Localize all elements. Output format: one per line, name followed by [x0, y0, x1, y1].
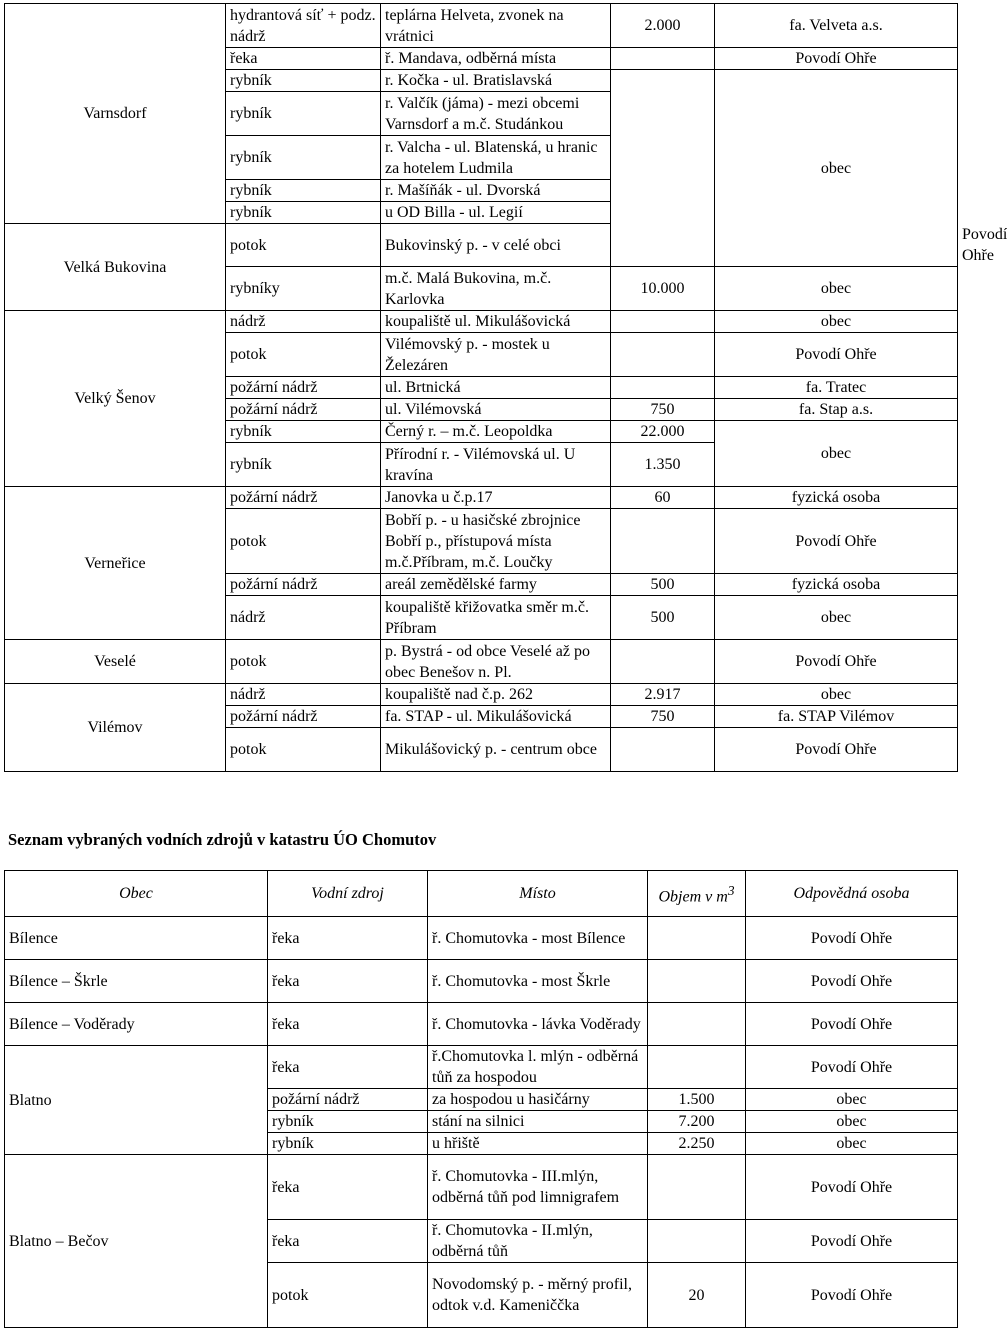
- zdroj-cell: řeka: [226, 48, 381, 70]
- obec-cell: Varnsdorf: [5, 4, 226, 224]
- misto-cell: za hospodou u hasičárny: [428, 1089, 648, 1111]
- misto-cell: Bobří p. - u hasičské zbrojnice Bobří p., přístupová místa m.č.Příbram, m.č. Loučky: [381, 509, 611, 574]
- table-header-row: [5, 871, 958, 917]
- zdroj-cell: nádrž: [226, 684, 381, 706]
- objem-cell: [648, 960, 746, 1003]
- zdroj-cell: rybník: [268, 1133, 428, 1155]
- obec-cell: Bílence: [5, 917, 268, 960]
- misto-cell: Přírodní r. - Vilémovská ul. U kravína: [381, 443, 611, 487]
- zdroj-cell: potok: [226, 640, 381, 684]
- osoba-cell: Povodí Ohře: [746, 1263, 958, 1328]
- zdroj-cell: rybník: [226, 136, 381, 180]
- osoba-cell: fyzická osoba: [715, 574, 958, 596]
- objem-cell: [648, 1003, 746, 1046]
- zdroj-cell: požární nádrž: [226, 487, 381, 509]
- osoba-cell: Povodí Ohře: [746, 917, 958, 960]
- obec-cell: Verneřice: [5, 487, 226, 640]
- misto-cell: ř. Chomutovka - lávka Voděrady: [428, 1003, 648, 1046]
- misto-cell: areál zemědělské farmy: [381, 574, 611, 596]
- misto-cell: r. Kočka - ul. Bratislavská: [381, 70, 611, 92]
- osoba-cell: fa. Tratec: [715, 377, 958, 399]
- zdroj-cell: rybník: [226, 180, 381, 202]
- zdroj-cell: potok: [226, 224, 381, 267]
- misto-cell: ř. Chomutovka - II.mlýn, odběrná tůň: [428, 1220, 648, 1263]
- table-row: [5, 640, 958, 684]
- misto-cell: Vilémovský p. - mostek u Železáren: [381, 333, 611, 377]
- section-heading: Seznam vybraných vodních zdrojů v katastru ÚO Chomutov: [8, 830, 437, 849]
- obec-cell: Bílence – Voděrady: [5, 1003, 268, 1046]
- misto-cell: koupaliště ul. Mikulášovická: [381, 311, 611, 333]
- osoba-cell: Povodí Ohře: [715, 728, 958, 772]
- zdroj-cell: požární nádrž: [226, 706, 381, 728]
- table-row: [5, 487, 958, 509]
- zdroj-cell: požární nádrž: [226, 574, 381, 596]
- zdroj-cell: řeka: [268, 960, 428, 1003]
- objem-cell: [648, 1155, 746, 1220]
- header-obec: Obec: [5, 871, 268, 917]
- zdroj-cell: nádrž: [226, 596, 381, 640]
- misto-cell: ul. Vilémovská: [381, 399, 611, 421]
- zdroj-cell: potok: [226, 728, 381, 772]
- osoba-cell: obec: [746, 1133, 958, 1155]
- obec-cell: Blatno: [5, 1046, 268, 1155]
- misto-cell: ř.Chomutovka l. mlýn - odběrná tůň za hospodou: [428, 1046, 648, 1089]
- misto-cell: u hřiště: [428, 1133, 648, 1155]
- zdroj-cell: nádrž: [226, 311, 381, 333]
- obec-cell: Velký Šenov: [5, 311, 226, 487]
- misto-cell: m.č. Malá Bukovina, m.č. Karlovka: [381, 267, 611, 311]
- osoba-cell: Povodí Ohře: [746, 1046, 958, 1089]
- misto-cell: koupaliště nad č.p. 262: [381, 684, 611, 706]
- misto-cell: r. Valčík (jáma) - mezi obcemi Varnsdorf a m.č. Studánkou: [381, 92, 611, 136]
- table-row: Velká Bukovina potok Bukovinský p. - v celé obci Povodí Ohře: [5, 224, 958, 267]
- objem-cell: [611, 311, 715, 333]
- misto-cell: Bukovinský p. - v celé obci: [381, 224, 611, 267]
- osoba-cell: fa. STAP Vilémov: [715, 706, 958, 728]
- osoba-cell: fa. Stap a.s.: [715, 399, 958, 421]
- objem-cell: [611, 640, 715, 684]
- header-objem: [648, 871, 746, 917]
- obec-cell: Blatno – Bečov: [5, 1155, 268, 1328]
- zdroj-cell: hydrantová síť + podz. nádrž: [226, 4, 381, 48]
- osoba-cell: obec: [746, 1111, 958, 1133]
- osoba-cell: Povodí Ohře: [746, 1220, 958, 1263]
- objem-cell: 22.000: [611, 421, 715, 443]
- objem-cell: [648, 1046, 746, 1089]
- header-objem-sup: 3: [727, 882, 735, 898]
- osoba-cell: Povodí Ohře: [746, 1003, 958, 1046]
- zdroj-cell: potok: [226, 509, 381, 574]
- misto-cell: u OD Billa - ul. Legií: [381, 202, 611, 224]
- osoba-cell: obec: [715, 684, 958, 706]
- water-sources-table-chomutov: [4, 870, 958, 1328]
- objem-cell: [648, 917, 746, 960]
- misto-cell: ul. Brtnická: [381, 377, 611, 399]
- osoba-cell: obec: [715, 596, 958, 640]
- zdroj-cell: požární nádrž: [226, 399, 381, 421]
- misto-cell: stání na silnici: [428, 1111, 648, 1133]
- zdroj-cell: rybník: [226, 443, 381, 487]
- objem-cell: 750: [611, 399, 715, 421]
- zdroj-cell: požární nádrž: [268, 1089, 428, 1111]
- osoba-cell: Povodí Ohře: [715, 333, 958, 377]
- objem-cell: 2.917: [611, 684, 715, 706]
- objem-cell: 750: [611, 706, 715, 728]
- objem-cell: [611, 377, 715, 399]
- misto-cell: Janovka u č.p.17: [381, 487, 611, 509]
- osoba-cell: Povodí Ohře: [746, 1155, 958, 1220]
- objem-cell: [611, 70, 715, 267]
- misto-cell: ř. Chomutovka - III.mlýn, odběrná tůň pod limnigrafem: [428, 1155, 648, 1220]
- misto-cell: Mikulášovický p. - centrum obce: [381, 728, 611, 772]
- header-objem-label: Objem v m: [658, 888, 728, 906]
- objem-cell: 60: [611, 487, 715, 509]
- osoba-cell: fyzická osoba: [715, 487, 958, 509]
- table-row: [5, 1046, 958, 1089]
- obec-cell: Velká Bukovina: [5, 224, 226, 311]
- objem-cell: [611, 728, 715, 772]
- zdroj-cell: rybník: [226, 92, 381, 136]
- osoba-cell: obec: [715, 70, 958, 267]
- misto-cell: Novodomský p. - měrný profil, odtok v.d. Kameniččka: [428, 1263, 648, 1328]
- osoba-cell: obec: [715, 311, 958, 333]
- water-sources-table-continued: [4, 3, 1007, 772]
- table-row: [5, 684, 958, 706]
- zdroj-cell: požární nádrž: [226, 377, 381, 399]
- zdroj-cell: rybníky: [226, 267, 381, 311]
- objem-cell: 2.250: [648, 1133, 746, 1155]
- obec-cell: Veselé: [5, 640, 226, 684]
- misto-cell: r. Mašíňák - ul. Dvorská: [381, 180, 611, 202]
- objem-cell: 500: [611, 596, 715, 640]
- misto-cell: p. Bystrá - od obce Veselé až po obec Benešov n. Pl.: [381, 640, 611, 684]
- table-row: [5, 1155, 958, 1220]
- osoba-cell: fa. Velveta a.s.: [715, 4, 958, 48]
- objem-cell: [648, 1220, 746, 1263]
- zdroj-cell: potok: [226, 333, 381, 377]
- osoba-cell: obec: [715, 421, 958, 487]
- header-zdroj: Vodní zdroj: [268, 871, 428, 917]
- zdroj-cell: řeka: [268, 1155, 428, 1220]
- osoba-cell: obec: [715, 267, 958, 311]
- misto-cell: teplárna Helveta, zvonek na vrátnici: [381, 4, 611, 48]
- misto-cell: ř. Chomutovka - most Bílence: [428, 917, 648, 960]
- objem-cell: 1.500: [648, 1089, 746, 1111]
- objem-cell: 1.350: [611, 443, 715, 487]
- misto-cell: fa. STAP - ul. Mikulášovická: [381, 706, 611, 728]
- objem-cell: 20: [648, 1263, 746, 1328]
- misto-cell: ř. Chomutovka - most Škrle: [428, 960, 648, 1003]
- table-row: [5, 960, 958, 1003]
- objem-cell: 7.200: [648, 1111, 746, 1133]
- zdroj-cell: rybník: [226, 70, 381, 92]
- table-row: [5, 311, 958, 333]
- misto-cell: Černý r. – m.č. Leopoldka: [381, 421, 611, 443]
- zdroj-cell: řeka: [268, 1046, 428, 1089]
- zdroj-cell: řeka: [268, 1003, 428, 1046]
- osoba-cell: Povodí Ohře: [715, 509, 958, 574]
- zdroj-cell: rybník: [226, 202, 381, 224]
- osoba-cell: Povodí Ohře: [715, 48, 958, 70]
- header-osoba: Odpovědná osoba: [746, 871, 958, 917]
- zdroj-cell: rybník: [268, 1111, 428, 1133]
- osoba-cell: obec: [746, 1089, 958, 1111]
- header-misto: Místo: [428, 871, 648, 917]
- obec-cell: Vilémov: [5, 684, 226, 772]
- table-row: [5, 917, 958, 960]
- zdroj-cell: rybník: [226, 421, 381, 443]
- objem-cell: [611, 509, 715, 574]
- objem-cell: [611, 48, 715, 70]
- osoba-cell: Povodí Ohře: [715, 640, 958, 684]
- table-row: [5, 4, 958, 48]
- misto-cell: ř. Mandava, odběrná místa: [381, 48, 611, 70]
- misto-cell: r. Valcha - ul. Blatenská, u hranic za hotelem Ludmila: [381, 136, 611, 180]
- misto-cell: koupaliště křižovatka směr m.č. Příbram: [381, 596, 611, 640]
- zdroj-cell: řeka: [268, 1220, 428, 1263]
- objem-cell: [611, 333, 715, 377]
- osoba-cell: Povodí Ohře: [746, 960, 958, 1003]
- zdroj-cell: řeka: [268, 917, 428, 960]
- zdroj-cell: potok: [268, 1263, 428, 1328]
- obec-cell: Bílence – Škrle: [5, 960, 268, 1003]
- objem-cell: 500: [611, 574, 715, 596]
- table-row: [5, 1003, 958, 1046]
- objem-cell: 2.000: [611, 4, 715, 48]
- objem-cell: 10.000: [611, 267, 715, 311]
